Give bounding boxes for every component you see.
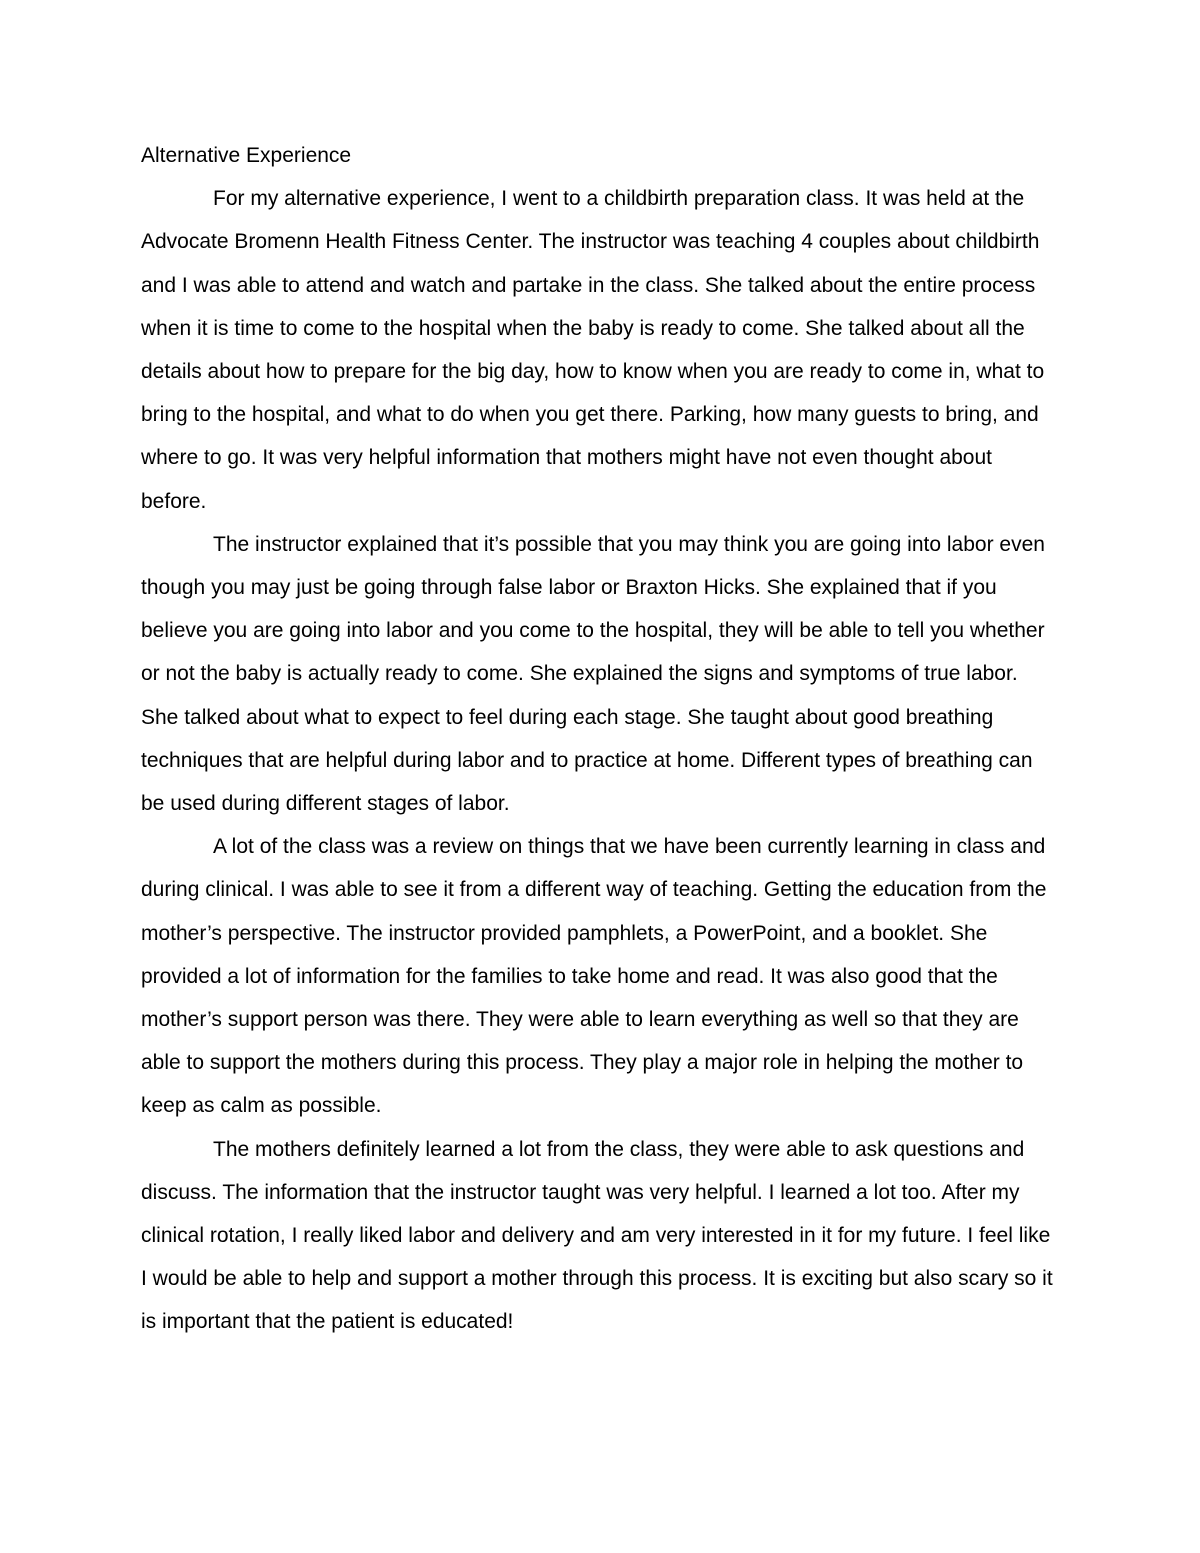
paragraph-3: A lot of the class was a review on things that we have been currently learning in class and during clinical. I was able to see it from a different way of teaching. Getting the education from the mother’s perspective. The instructor provided pamphlets, a PowerPoint, and a booklet. She provided a lot of information for the families to take home and read. It was also good that the mother’s support person was there. They were able to learn everything as well so that they are able to support the mothers during this process. They play a major role in helping the mother to keep as calm as possible. <box>141 835 1047 1118</box>
document-body <box>141 134 1059 1344</box>
paragraph-2: The instructor explained that it’s possible that you may think you are going into labor even though you may just be going through false labor or Braxton Hicks. She explained that if you believe you are going into labor and you come to the hospital, they will be able to tell you whether or not the baby is actually ready to come. She explained the signs and symptoms of true labor. She talked about what to expect to feel during each stage. She taught about good breathing techniques that are helpful during labor and to practice at home. Different types of breathing can be used during different stages of labor. <box>141 532 1045 816</box>
paragraph-4: The mothers definitely learned a lot from the class, they were able to ask questions and discuss. The information that the instructor taught was very helpful. I learned a lot too. After my clinical rotation, I really liked labor and delivery and am very interested in it for my future. I feel like I would be able to help and support a mother through this process. It is exciting but also scary so it is important that the patient is educated! <box>141 1137 1053 1334</box>
paragraph-1: For my alternative experience, I went to a childbirth preparation class. It was held at the Advocate Bromenn Health Fitness Center. The instructor was teaching 4 couples about childbirth and I was able to attend and watch and partake in the class. She talked about the entire process when it is time to come to the hospital when the baby is ready to come. She talked about all the details about how to prepare for the big day, how to know when you are ready to come in, what to bring to the hospital, and what to do when you get there. Parking, how many guests to bring, and where to go. It was very helpful information that mothers might have not even thought about before. <box>141 187 1045 513</box>
document-title: Alternative Experience <box>141 144 352 167</box>
